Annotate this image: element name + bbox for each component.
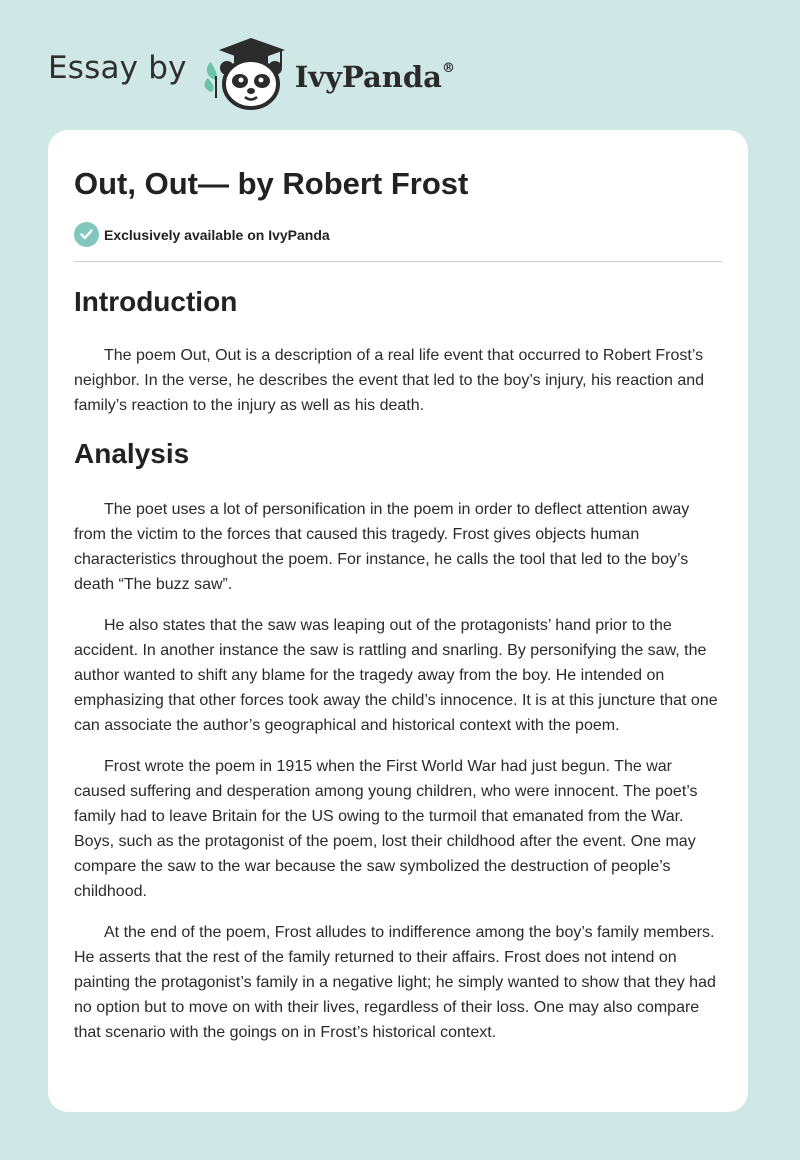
panda-logo-icon[interactable]: [201, 36, 291, 112]
paragraph: The poet uses a lot of personification in the poem in order to deflect attention away from the victim to the forces that caused this tragedy. Frost gives objects human characteristics throughout the poem. For instance, he calls the tool that led to the boy’s death “The buzz saw”.: [74, 501, 690, 593]
paragraph: Frost wrote the poem in 1915 when the First World War had just begun. The war caused suffering and desperation among young children, who were innocent. The poet’s family had to leave Britain for the US owing to the turmoil that emanated from the War. Boys, such as the protagonist of the poem, lost their childhood after the event. One may compare the saw to the war because the saw symbolized the destruction of people’s childhood.: [74, 758, 698, 900]
registered-mark: ®: [441, 61, 455, 77]
title-divider: [74, 261, 722, 262]
exclusive-badge: [74, 222, 330, 247]
essay-by-label: Essay by: [48, 50, 187, 86]
brand-name[interactable]: IvyPanda®: [294, 60, 455, 94]
check-icon: [74, 222, 99, 247]
page-title: Out, Out— by Robert Frost: [74, 166, 469, 201]
essay-card: [48, 130, 748, 1112]
exclusive-label: Exclusively available on IvyPanda: [104, 226, 330, 243]
paragraph: At the end of the poem, Frost alludes to indifference among the boy’s family members. He asserts that the rest of the family returned to their affairs. Frost does not intend on painting the protagonist’s family in a negative light; he simply wanted to show that they had no option but to move on with their lives, regardless of their loss. One may also compare that scenario with the goings on in Frost’s historical context.: [74, 924, 716, 1041]
section-heading-analysis: Analysis: [74, 438, 190, 469]
site-header: [48, 34, 648, 114]
paragraph: The poem Out, Out is a description of a real life event that occurred to Robert Frost’s neighbor. In the verse, he describes the event that led to the boy’s injury, his reaction and family’s reaction to the injury as well as his death.: [74, 347, 705, 414]
paragraph: He also states that the saw was leaping out of the protagonists’ hand prior to the accident. In another instance the saw is rattling and snarling. By personifying the saw, the author wanted to shift any blame for the tragedy away from the boy. He intended on emphasizing that other forces took away the child’s innocence. It is at this juncture that one can associate the author’s geographical and historical context with the poem.: [74, 617, 718, 734]
section-heading-introduction: Introduction: [74, 286, 238, 317]
essay-body: [74, 280, 724, 1045]
